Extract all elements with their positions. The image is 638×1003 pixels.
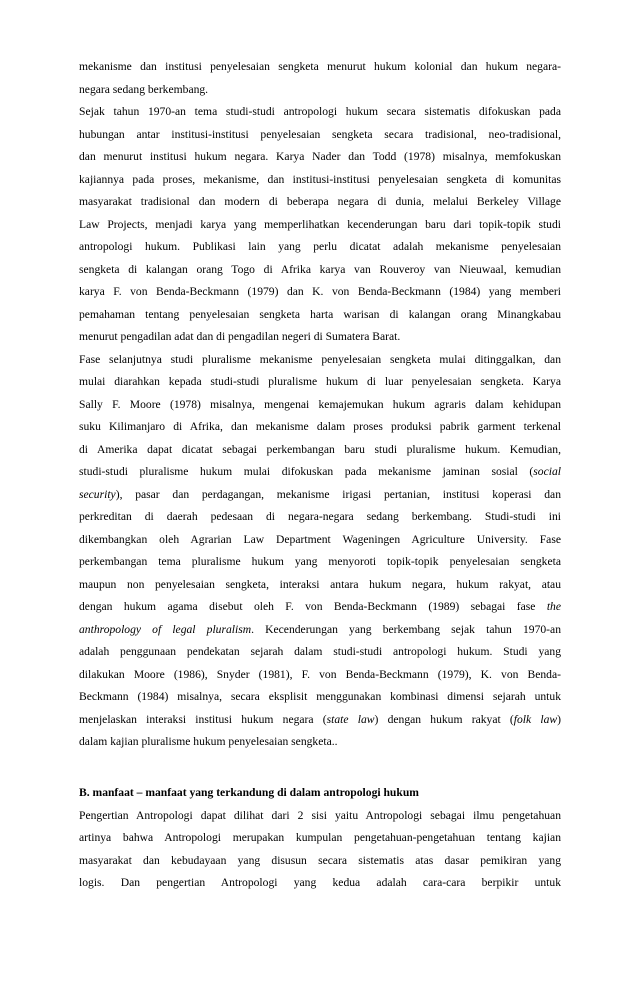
text-line: karya F. von Benda-Beckmann (1979) dan K. von Benda-Beckmann (1984) yang memberi [79,285,561,298]
text-line: Sejak tahun 1970-an tema studi-studi antropologi hukum secara sistematis difokuskan pada [79,105,561,118]
text-line: mulai diarahkan kepada studi-studi pluralisme hukum di luar penyelesaian sengketa. Karya [79,375,561,388]
text-line: mekanisme dan institusi penyelesaian sengketa menurut hukum kolonial dan hukum negara- [79,60,561,73]
text-line: dengan hukum agama disebut oleh F. von Benda-Beckmann (1989) sebagai fase the [79,600,561,613]
text-line: suku Kilimanjaro di Afrika, dan mekanisme dalam proses produksi pabrik garment terkenal [79,420,561,433]
text-line: Sally F. Moore (1978) misalnya, mengenai kemajemukan hukum agraris dalam kehidupan [79,397,561,411]
text-line: menjelaskan interaksi institusi hukum negara (state law) dengan hukum rakyat (folk law) [79,712,561,726]
text-line: masyarakat tradisional dan modern di beberapa negara di dunia, melalui Berkeley Village [79,195,561,208]
text-line: hubungan antar institusi-institusi penyelesaian sengketa secara tradisional, neo-tradisional, [79,127,561,141]
text-line: negara sedang berkembang. [79,82,209,96]
text-line: perkreditan di daerah pedesaan di negara-negara sedang berkembang. Studi-studi ini [79,510,561,523]
text-line: Beckmann (1984) misalnya, secara eksplisit menggunakan kombinasi dimensi sejarah untuk [79,690,561,703]
text-line: masyarakat dan kebudayaan yang disusun secara sistematis atas dasar pemikiran yang [79,853,561,867]
text-line: studi-studi pluralisme hukum mulai difokuskan pada mekanisme jaminan sosial (social [79,465,561,478]
text-line: maupun non penyelesaian sengketa, interaksi antara hukum negara, hukum rakyat, atau [79,577,561,591]
text-line: sengketa di kalangan orang Togo di Afrika karya van Rouveroy van Nieuwaal, kemudian [79,262,561,276]
text-line: menurut pengadilan adat dan di pengadilan negeri di Sumatera Barat. [79,330,401,343]
text-line: dilakukan Moore (1986), Snyder (1981), F. von Benda-Beckmann (1979), K. von Benda- [79,667,561,681]
text-line: di Amerika dapat dicatat sebagai perkembangan baru studi pluralisme hukum. Kemudian, [79,442,561,456]
section-b [79,782,561,895]
text-line: Law Projects, menjadi karya yang memperlihatkan kecenderungan baru dari topik-topik studi [79,217,561,231]
text-line: pemahaman tentang penyelesaian sengketa harta warisan di kalangan orang Minangkabau [79,307,561,321]
text-line: logis. Dan pengertian Antropologi yang kedua adalah cara-cara berpikir untuk [79,876,561,889]
text-body [79,56,561,754]
section-heading: B. manfaat – manfaat yang terkandung di dalam antropologi hukum [79,786,419,799]
text-line: antropologi hukum. Publikasi lain yang perlu dicatat adalah mekanisme penyelesaian [79,240,561,253]
text-line: Fase selanjutnya studi pluralisme mekanisme penyelesaian sengketa mulai ditinggalkan, dan [79,352,561,366]
text-line: perkembangan tema pluralisme hukum yang menyoroti topik-topik penyelesaian sengketa [79,555,561,568]
text-line: Pengertian Antropologi dapat dilihat dari 2 sisi yaitu Antropologi sebagai ilmu pengetahuan [79,808,561,822]
text-line: anthropology of legal pluralism. Kecenderungan yang berkembang sejak tahun 1970-an [79,622,561,636]
text-line: adalah penggunaan pendekatan sejarah dalam studi-studi antropologi hukum. Studi yang [79,645,561,658]
text-line: security), pasar dan perdagangan, mekanisme irigasi pertanian, institusi koperasi dan [79,487,561,501]
text-line: dan menurut institusi hukum negara. Karya Nader dan Todd (1978) misalnya, memfokuskan [79,150,561,163]
text-line: dikembangkan oleh Agrarian Law Department Wageningen Agriculture University. Fase [79,532,561,546]
text-line: kajiannya pada proses, mekanisme, dan institusi-institusi penyelesaian sengketa di komunitas [79,172,561,186]
text-line: dalam kajian pluralisme hukum penyelesaian sengketa.. [79,735,338,748]
text-line: artinya bahwa Antropologi merupakan kumpulan pengetahuan-pengetahuan tentang kajian [79,831,561,844]
